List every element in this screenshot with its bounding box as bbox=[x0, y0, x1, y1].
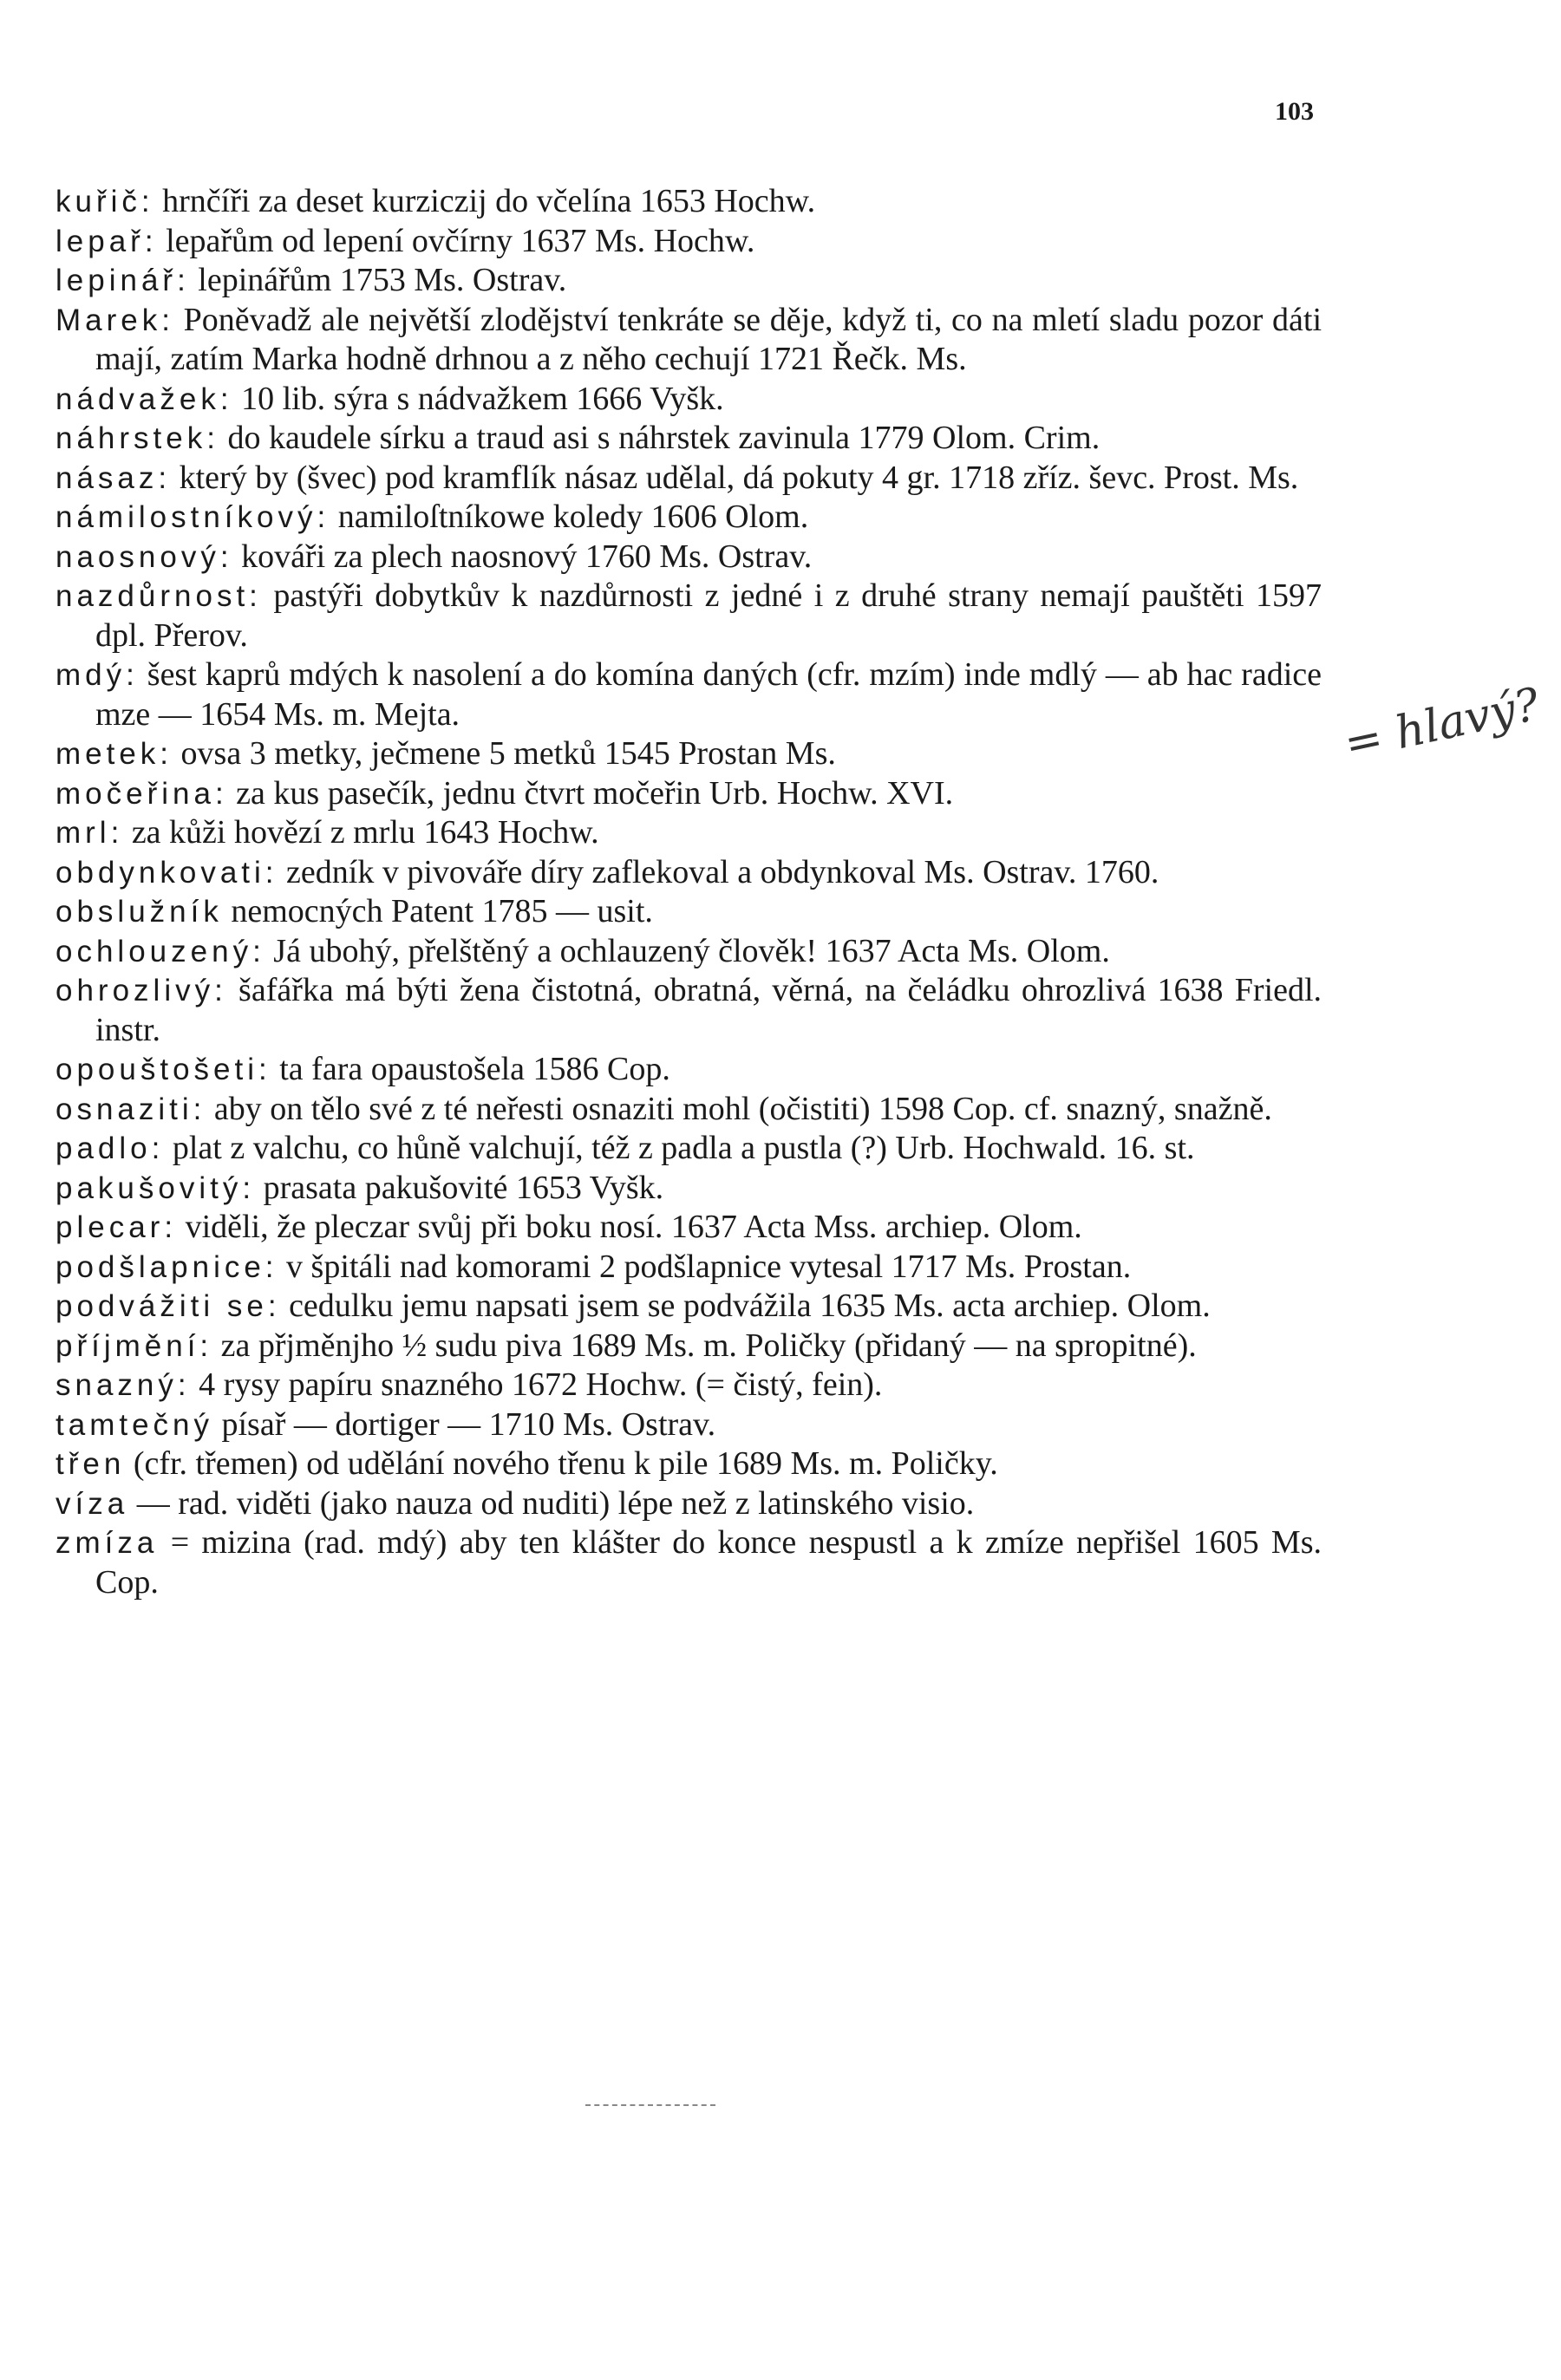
entry-text: nemocných Patent 1785 — usit. bbox=[231, 893, 653, 929]
entry-text: Já ubohý, přelštěný a ochlauzený člověk! 1637 Acta Ms. Olom. bbox=[273, 932, 1110, 969]
entry-headword: náhrstek: bbox=[56, 421, 219, 455]
dictionary-entry bbox=[56, 1090, 1322, 1130]
entry-headword: močeřina: bbox=[56, 776, 228, 811]
dictionary-entry bbox=[56, 1248, 1322, 1288]
entry-text: — rad. viděti (jako nauza od nuditi) lépe než z latinského visio. bbox=[136, 1484, 975, 1522]
entry-text: za kus pasečík, jednu čtvrt močeřin Urb. Hochw. XVI. bbox=[236, 774, 954, 812]
entry-headword: obdynkovati: bbox=[56, 855, 278, 890]
entry-headword: násaz: bbox=[56, 460, 172, 495]
entry-text: aby on tělo své z té neřesti osnaziti mohl (očistiti) 1598 Cop. cf. snazný, snažně. bbox=[213, 1090, 1272, 1127]
entry-headword: lepinář: bbox=[56, 264, 190, 297]
entry-headword: lepař: bbox=[56, 224, 158, 258]
dictionary-entry bbox=[56, 1129, 1322, 1169]
page-number: 103 bbox=[1275, 97, 1314, 126]
dictionary-entry bbox=[56, 853, 1322, 893]
entry-text: prasata pakušovité 1653 Vyšk. bbox=[263, 1169, 664, 1206]
entry-headword: osnaziti: bbox=[56, 1092, 206, 1126]
entry-text: šest kaprů mdých k nasolení a do komína daných (cfr. mzím) inde mdlý — ab hac radice mze — 1654 Ms. m. Mejta. bbox=[95, 656, 1322, 733]
entry-text: namiloſtníkowe koledy 1606 Olom. bbox=[337, 499, 809, 535]
dictionary-entry bbox=[56, 1444, 1322, 1484]
dictionary-entry bbox=[56, 1484, 1322, 1524]
entry-headword: kuřič: bbox=[56, 185, 154, 218]
dictionary-entry bbox=[56, 734, 1322, 774]
entry-headword: mrl: bbox=[56, 816, 124, 850]
entry-text: ovsa 3 metky, ječmene 5 metků 1545 Prostan Ms. bbox=[180, 735, 836, 772]
entry-text: plat z valchu, co hůně valchují, též z padla a pustla (?) Urb. Hochwald. 16. st. bbox=[172, 1130, 1195, 1166]
dictionary-entry bbox=[56, 419, 1322, 459]
entry-text: za kůži hovězí z mrlu 1643 Hochw. bbox=[131, 814, 599, 851]
entry-text: ta fara opaustošela 1586 Cop. bbox=[279, 1051, 670, 1087]
dictionary-entries bbox=[56, 182, 1322, 1602]
entry-text: cedulku jemu napsati jsem se podvážila 1635 Ms. acta archiep. Olom. bbox=[289, 1288, 1211, 1324]
dictionary-entry bbox=[56, 1050, 1322, 1090]
entry-headword: naosnový: bbox=[56, 539, 233, 574]
entry-headword: příjmění: bbox=[56, 1328, 213, 1363]
handwritten-margin-note: = hlavý? bbox=[1340, 678, 1545, 771]
dictionary-entry bbox=[56, 655, 1322, 734]
dictionary-entry bbox=[56, 971, 1322, 1050]
entry-text: lepařům od lepení ovčírny 1637 Ms. Hochw. bbox=[166, 222, 755, 259]
entry-text: kováři za plech naosnový 1760 Ms. Ostrav. bbox=[241, 538, 813, 575]
dictionary-entry bbox=[56, 774, 1322, 814]
entry-headword: nazdůrnost: bbox=[56, 579, 262, 613]
dictionary-entry bbox=[56, 932, 1322, 972]
entry-text: za přjměnjho ½ sudu piva 1689 Ms. m. Poličky (přidaný — na spropitné). bbox=[220, 1327, 1197, 1364]
entry-headword: ochlouzený: bbox=[56, 934, 265, 968]
entry-headword: podšlapnice: bbox=[56, 1249, 278, 1284]
entry-text: lepinářům 1753 Ms. Ostrav. bbox=[198, 262, 567, 298]
entry-text: do kaudele sírku a traud asi s náhrstek zavinula 1779 Olom. Crim. bbox=[227, 420, 1101, 456]
entry-headword: Marek: bbox=[56, 303, 174, 337]
entry-headword: víza bbox=[56, 1486, 129, 1521]
entry-text: 10 lib. sýra s nádvažkem 1666 Vyšk. bbox=[241, 380, 724, 417]
dictionary-entry bbox=[56, 1169, 1322, 1209]
dictionary-entry bbox=[56, 301, 1322, 380]
entry-headword: námilostníkový: bbox=[56, 500, 330, 534]
dictionary-entry bbox=[56, 813, 1322, 853]
entry-headword: podvážiti se: bbox=[56, 1289, 281, 1323]
dictionary-entry bbox=[56, 1208, 1322, 1248]
entry-text: písař — dortiger — 1710 Ms. Ostrav. bbox=[221, 1405, 716, 1443]
entry-text: = mizina (rad. mdý) aby ten klášter do konce nespustl a k zmíze nepřišel 1605 Ms. Cop. bbox=[95, 1524, 1323, 1601]
dictionary-entry bbox=[56, 498, 1322, 538]
dictionary-entry bbox=[56, 380, 1322, 420]
entry-headword: metek: bbox=[56, 737, 173, 771]
entry-headword: obslužník bbox=[56, 895, 223, 929]
entry-text: Poněvadž ale největší zlodějství tenkráte se děje, když ti, co na mletí sladu pozor dáti mají, zatím Marka hodně drhnou a z něho cechují 1721 Řečk. Ms. bbox=[95, 301, 1322, 377]
dictionary-entry bbox=[56, 1405, 1322, 1445]
entry-text: (cfr. třemen) od udělání nového třenu k pile 1689 Ms. m. Poličky. bbox=[133, 1445, 998, 1482]
entry-headword: padlo: bbox=[56, 1131, 165, 1165]
entry-text: zedník v pivováře díry zaflekoval a obdynkoval Ms. Ostrav. 1760. bbox=[286, 853, 1159, 890]
dictionary-entry bbox=[56, 261, 1322, 301]
entry-headword: plecar: bbox=[56, 1210, 178, 1244]
entry-text: pastýři dobytkův k nazdůrnosti z jedné i z druhé strany nemají pauštěti 1597 dpl. Přerov. bbox=[95, 577, 1322, 654]
entry-text: který by (švec) pod kramflík násaz udělal, dá pokuty 4 gr. 1718 zříz. ševc. Prost. Ms. bbox=[179, 459, 1299, 496]
footer-divider bbox=[585, 2104, 715, 2106]
entry-text: 4 rysy papíru snazného 1672 Hochw. (= čistý, fein). bbox=[199, 1366, 883, 1403]
entry-headword: opouštošeti: bbox=[56, 1053, 271, 1086]
dictionary-entry bbox=[56, 892, 1322, 932]
dictionary-entry bbox=[56, 459, 1322, 499]
entry-headword: zmíza bbox=[56, 1526, 159, 1560]
entry-text: šafářka má býti žena čistotná, obratná, věrná, na čeládku ohrozlivá 1638 Friedl. instr. bbox=[95, 972, 1323, 1048]
entry-text: hrnčíři za deset kurziczij do včelína 1653 Hochw. bbox=[162, 183, 816, 219]
entry-headword: tamtečný bbox=[56, 1407, 213, 1442]
dictionary-entry bbox=[56, 1327, 1322, 1366]
dictionary-entry bbox=[56, 1523, 1322, 1602]
entry-text: v špitáli nad komorami 2 podšlapnice vytesal 1717 Ms. Prostan. bbox=[286, 1248, 1132, 1285]
entry-headword: třen bbox=[56, 1447, 126, 1481]
entry-headword: snazný: bbox=[56, 1368, 191, 1402]
dictionary-entry bbox=[56, 182, 1322, 222]
entry-text: viděli, že pleczar svůj při boku nosí. 1637 Acta Mss. archiep. Olom. bbox=[185, 1209, 1082, 1245]
dictionary-entry bbox=[56, 1287, 1322, 1327]
entry-headword: mdý: bbox=[56, 658, 139, 692]
dictionary-entry bbox=[56, 577, 1322, 655]
dictionary-entry bbox=[56, 222, 1322, 262]
dictionary-entry bbox=[56, 538, 1322, 577]
dictionary-entry bbox=[56, 1366, 1322, 1405]
entry-headword: nádvažek: bbox=[56, 381, 233, 416]
entry-headword: ohrozlivý: bbox=[56, 974, 227, 1007]
entry-headword: pakušovitý: bbox=[56, 1170, 256, 1205]
